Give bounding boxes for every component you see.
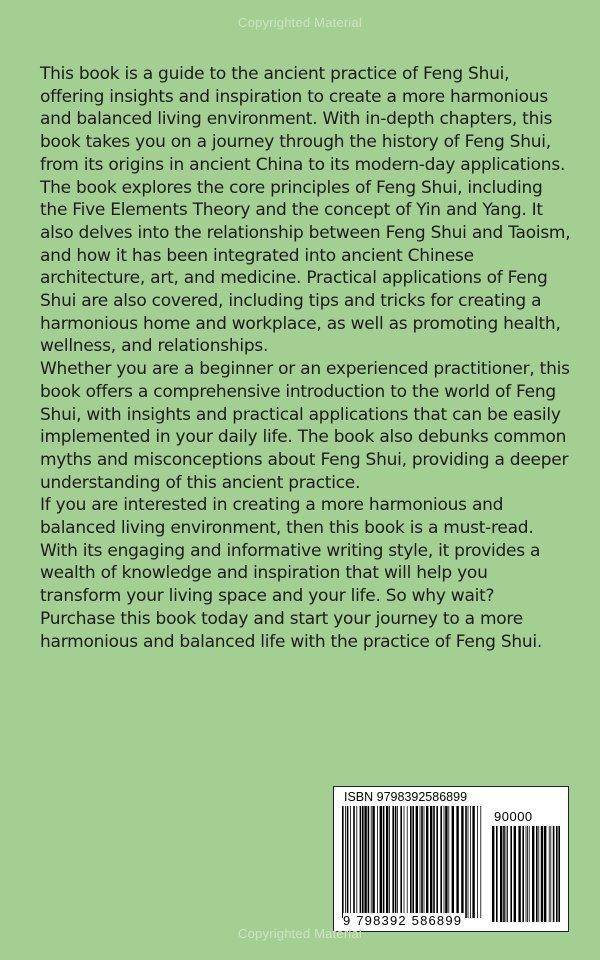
barcode-bar [456,806,458,918]
barcode-bar [426,806,428,918]
barcode-bar [377,806,378,918]
barcode-bar [371,806,372,918]
watermark-bottom: Copyrighted Material [238,926,362,941]
barcode-bar [500,826,502,922]
barcode-bar [527,826,528,922]
barcode-bar [342,806,344,918]
barcode-bar [392,806,394,918]
barcode-bar [440,806,442,918]
barcode-bar [412,806,414,918]
barcode-bar [510,826,512,922]
barcode-bar [364,806,366,918]
barcode-bar [468,806,469,918]
barcode-bar [404,806,405,918]
blurb-paragraph-3: Whether you are a beginner or an experienced practitioner, this book offers a comprehensive introduction to the world of Feng Shui, with insights and practical applications that can be easily implemented in your daily life. The book also debunks common myths and misconceptions about Feng Shui, providing a deeper understanding of this ancient practice. [40,359,570,493]
barcode-bar [496,826,498,922]
isbn-label: ISBN 9798392586899 [344,790,468,804]
barcode-bar [368,806,370,918]
barcode-bar [448,806,449,918]
barcode-bar [444,806,445,918]
barcode-bar [472,806,474,918]
isbn-barcode [333,786,569,932]
barcode-digits: 9 798392 586899 [343,913,463,928]
barcode-bar [380,806,382,918]
barcode-bar [350,806,351,918]
barcode-bar [397,806,398,918]
price-code: 90000 [494,809,533,824]
barcode-bar [549,826,550,922]
barcode-bar [514,826,516,922]
blurb-paragraph-4: If you are interested in creating a more harmonious and balanced living environment, then this book is a must-read. With its engaging and informative writing style, it provides a wealth of knowledge and inspiration that will help you transform your living space and your life. So why wait? Purchase this book today and start your journey to a more harmonious and balanced life with the practice of Feng Shui. [40,495,543,652]
barcode-bar [436,806,438,918]
barcode-bar [345,806,346,918]
barcode-bar [526,826,527,922]
barcode-bar [421,806,423,918]
barcode-bar [445,806,447,918]
barcode-bar [532,826,534,922]
barcode-bar [347,806,349,918]
barcode-bar [465,806,467,918]
barcode-bar [420,806,421,918]
barcode-main-bars [342,806,482,918]
barcode-bar [477,806,478,918]
barcode-bar [407,806,408,918]
barcode-bar [395,806,397,918]
barcode-bar [522,826,524,922]
barcode-bar [536,826,538,922]
barcode-bar [480,806,481,918]
barcode-bar [556,826,558,922]
barcode-bar [470,806,471,918]
barcode-bar [529,826,530,922]
barcode-bar [416,806,418,918]
barcode-bar [430,806,432,918]
barcode-bar [452,806,454,918]
barcode-bar [518,826,520,922]
barcode-bar [410,806,412,918]
barcode-bar [383,806,385,918]
barcode-bar [433,806,435,918]
barcode-addon-bars [492,826,560,922]
barcode-bar [362,806,364,918]
watermark-top: Copyrighted Material [238,15,362,30]
blurb-paragraph-2: The book explores the core principles of Feng Shui, including the Five Elements Theory and the concept of Yin and Yang. It also delves into the relationship between Feng Shui and Taoism, and how it has been integrated into ancient Chinese architecture, art, and medicine. Practical applications of Feng Shui are also covered, including tips and tricks for creating a harmonious home and workplace, as well as promoting health, wellness, and relationships. [40,177,571,357]
barcode-bar [389,806,390,918]
barcode-bar [386,806,388,918]
barcode-bar [538,826,539,922]
barcode-bar [558,826,560,922]
barcode-bar [550,826,551,922]
barcode-bar [360,806,362,918]
barcode-bar [372,806,374,918]
barcode-bar [506,826,507,922]
barcode-bar [503,826,505,922]
barcode-bar [492,826,494,922]
barcode-bar [553,826,555,922]
back-cover-blurb [40,63,572,653]
barcode-bar [353,806,355,918]
barcode-bar [400,806,402,918]
blurb-paragraph-1: This book is a guide to the ancient practice of Feng Shui, offering insights and inspiration to create a more harmonious and balanced living environment. With in-depth chapters, this book takes you on a journey through the history of Feng Shui, from its origins in ancient China to its modern-day applications. [40,64,566,175]
barcode-bar [356,806,357,918]
barcode-bar [461,806,463,918]
barcode-bar [424,806,425,918]
barcode-bar [544,826,546,922]
barcode-bar [507,826,508,922]
barcode-bar [541,826,543,922]
